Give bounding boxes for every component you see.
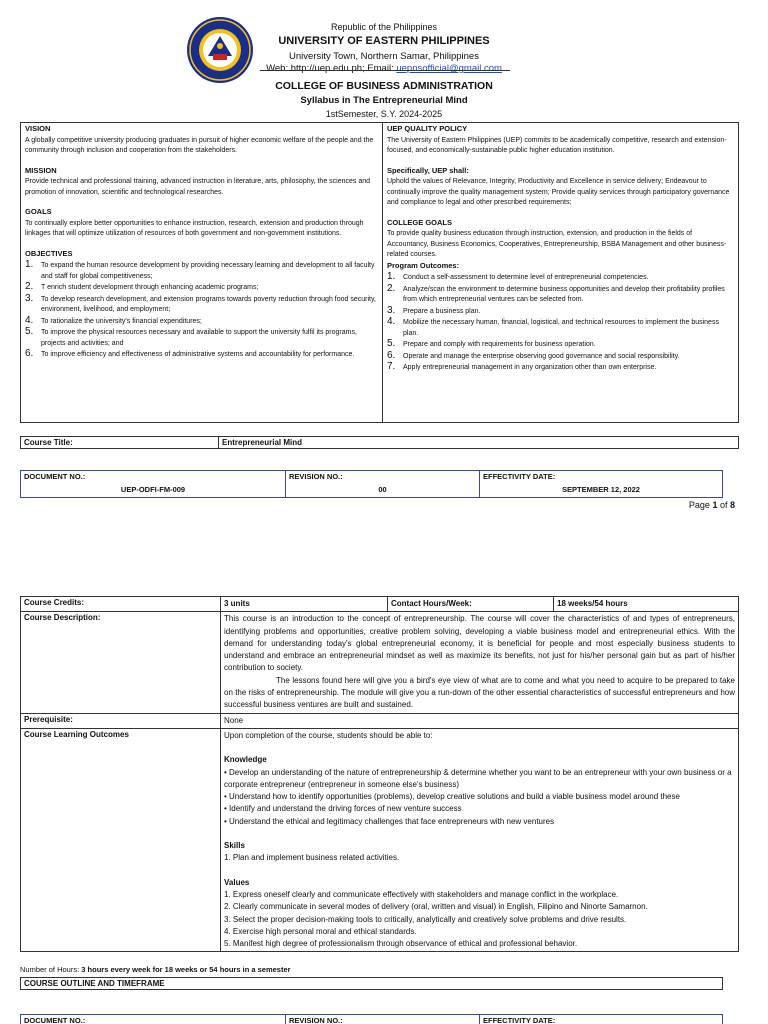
list-item: 6. To improve efficiency and effectiveness of administrative systems and accountability for performance.	[25, 348, 355, 359]
list-item: 2. T enrich student development through enhancing academic programs;	[25, 281, 259, 292]
list-item: 7. Apply entrepreneurial management in any organization other than own enterprise.	[387, 361, 657, 372]
knowledge-item: • Identify and understand the driving forces of new venture success	[224, 804, 462, 814]
values-item: 5. Manifest high degree of professionalism through observance of ethical and professional behavior.	[224, 939, 578, 949]
effectivity-date-value: SEPTEMBER 12, 2022	[562, 485, 640, 494]
course-outline-title: COURSE OUTLINE AND TIMEFRAME	[20, 977, 723, 990]
revision-number-cell	[286, 471, 480, 497]
list-item: 4. Mobilize the necessary human, financial, logistical, and technical resources to implement the business plan.	[387, 316, 719, 337]
knowledge-item: • Understand the ethical and legitimacy challenges that face entrepreneurs with new ventures	[224, 816, 555, 826]
skills-title: Skills	[224, 841, 245, 851]
learning-outcomes-label: Course Learning Outcomes	[21, 729, 221, 951]
values-item: 1. Express oneself clearly and communicate effectively with stakeholders and manage conflict in the workplace.	[224, 889, 619, 899]
objectives-list	[25, 261, 378, 361]
vision-mission-table	[20, 122, 739, 423]
course-title-row	[20, 436, 739, 449]
republic-line: Republic of the Philippines	[330, 22, 438, 32]
mission-text: Provide technical and professional training, advanced instruction in literature, arts, philosophy, the sciences and promotion of innovation, scientific and technological researches.	[25, 178, 371, 196]
mission-title: MISSION	[25, 165, 57, 175]
prerequisite-label: Prerequisite:	[21, 714, 221, 728]
knowledge-item: • Understand how to identify opportunities (problems), develop creative solutions and build a viable business model around these	[224, 792, 680, 802]
quality-policy-text: The University of Eastern Philippines (UEP) commits to be academically competitive, research and extension-focused, and economically-sustainable public higher education institution.	[387, 136, 727, 154]
learning-outcomes-value	[221, 729, 738, 951]
course-credits-value: 3 units	[221, 597, 388, 611]
objectives-title: OBJECTIVES	[25, 248, 73, 258]
document-number-label: DOCUMENT NO.:	[24, 472, 86, 481]
effectivity-date-cell	[480, 471, 722, 497]
current-page: 1	[712, 500, 718, 510]
values-item: 3. Select the proper decision-making tools to critically, analytically and creatively solve problems and drive results.	[224, 914, 627, 924]
course-description-label: Course Description:	[21, 612, 221, 712]
uep-shall-title: Specifically, UEP shall:	[387, 165, 469, 175]
description-paragraph-1: This course is an introduction to the concept of entrepreneurship. The course will cover the characteristics of and types of entrepreneurs, identifying problems and opportunities, creative problem solving, developing a viable business model and entrepreneurial ethics. With the demand for understanding today's global entrepreneurial economy, it is beneficial for people and most especially business students to understand and embrace an entrepreneurial mindset as well as maximize its benefits, not just for his/her personal gain but as part of his/her contribution to society.	[224, 614, 735, 673]
list-item: 3. Prepare a business plan.	[387, 304, 481, 316]
skills-item: 1. Plan and implement business related activities.	[224, 853, 400, 863]
contact-hours-label: Contact Hours/Week:	[388, 597, 554, 611]
values-item: 2. Clearly communicate in several modes of delivery (oral, written and visual) in English, Filipino and Ninorte Samarnon.	[224, 902, 648, 912]
syllabus-title: Syllabus in The Entrepreneurial Mind	[300, 95, 468, 106]
document-number-value: UEP-ODFI-FM-009	[120, 485, 186, 494]
list-item: 2. Analyze/scan the environment to determine business opportunities and develop their profitability profiles from which entrepreneurial ventures can be selected from.	[387, 282, 725, 303]
document-info-box	[20, 1014, 723, 1024]
list-item: 3. To develop research development, and extension programs towards poverty reduction through food security, environment, livelihood, and employment;	[25, 292, 376, 313]
revision-number-cell	[286, 1015, 480, 1024]
contact-hours-value: 18 weeks/54 hours	[557, 599, 628, 608]
revision-number-label: REVISION NO.:	[289, 472, 343, 481]
vision-text: A globally competitive university producing graduates in pursuit of higher economic welfare of the people and the community through inclusion and cooperation from the stakeholders.	[25, 136, 374, 154]
document-number-label: DOCUMENT NO.:	[24, 1016, 86, 1024]
list-item: 5. Prepare and comply with requirements for business operation.	[387, 338, 596, 349]
quality-policy-title: UEP QUALITY POLICY	[387, 124, 468, 133]
course-title-value: Entrepreneurial Mind	[222, 438, 303, 447]
university-name: UNIVERSITY OF EASTERN PHILIPPINES	[278, 35, 490, 47]
knowledge-title: Knowledge	[224, 755, 267, 765]
list-item: 6. Operate and manage the enterprise observing good governance and social responsibility.	[387, 349, 680, 361]
effectivity-date-label: EFFECTIVITY DATE:	[483, 472, 556, 481]
quality-policy-column	[383, 123, 738, 422]
goals-text: To continually explore better opportunities to enhance instruction, research, extension and production through linkages that will optimize utilization of resources of both government and non-government institutions.	[25, 219, 364, 237]
table-row	[21, 612, 738, 713]
college-name: COLLEGE OF BUSINESS ADMINISTRATION	[275, 80, 493, 92]
page-number: Page 1 of 8	[688, 500, 735, 510]
table-row	[21, 714, 738, 729]
number-of-hours	[20, 965, 291, 974]
revision-number-label: REVISION NO.:	[289, 1016, 343, 1024]
vmg-column	[21, 123, 383, 422]
hours-value: 3 hours every week for 18 weeks or 54 hours in a semester	[81, 965, 291, 974]
effectivity-date-label: EFFECTIVITY DATE:	[483, 1016, 556, 1024]
revision-number-value: 00	[378, 485, 387, 494]
course-credits-label: Course Credits:	[21, 597, 221, 611]
document-number-cell	[21, 471, 286, 497]
outcomes-intro: Upon completion of the course, students should be able to:	[224, 730, 433, 740]
prerequisite-value: None	[224, 715, 244, 725]
course-description-value	[221, 612, 738, 712]
course-details-table	[20, 596, 739, 952]
document-info-box	[20, 470, 723, 498]
uep-shall-text: Uphold the values of Relevance, Integrity, Productivity and Excellence in service delivery; Endeavour to continually improve the quality management system; Provide quality services through participatory governance and compliance to legal and other prescribed requirements;	[387, 178, 730, 206]
program-outcomes-list	[387, 273, 734, 374]
description-paragraph-2: The lessons found here will give you a bird's eye view of what are to come and what you need to acquire to be prepared to take on the risks of entrepreneurship. The module will give you a run-down of the other essential characteristics of successful entrepreneurs and how successful business ventures are built and sustained.	[224, 675, 735, 710]
list-item: 4. To rationalize the university's financial expenditures;	[25, 314, 202, 326]
college-goals-title: COLLEGE GOALS	[387, 217, 453, 227]
hours-label: Number of Hours:	[20, 965, 82, 974]
total-pages: 8	[729, 500, 735, 510]
web-email-line	[0, 63, 768, 74]
document-header	[0, 14, 768, 122]
web-text: Web: http://uep.edu.ph; Email:	[266, 63, 397, 74]
knowledge-item: • Develop an understanding of the nature of entrepreneurship & determine whether you want to be an entrepreneur with your own business or a corporate entrepreneur (entrepreneur in someone else's business)	[224, 767, 732, 789]
table-row	[21, 597, 738, 612]
course-title-label: Course Title:	[21, 437, 219, 448]
document-number-cell	[21, 1015, 286, 1024]
college-goals-text: To provide quality business education through instruction, extension, and production in the fields of Accountancy, Business Economics, Cooperatives, Entrepreneurship, BSBA Management and other business-related courses.	[387, 230, 727, 258]
list-item: 5. To improve the physical resources necessary and available to support the university fulfil its programs, projects and activities; and	[25, 326, 357, 347]
effectivity-date-cell	[480, 1015, 722, 1024]
values-title: Values	[224, 877, 250, 887]
table-row	[21, 729, 738, 951]
semester-line: 1stSemester, S.Y. 2024-2025	[325, 109, 443, 119]
goals-title: GOALS	[25, 207, 52, 216]
list-item: 1. Conduct a self-assessment to determine level of entrepreneurial competencies.	[387, 271, 649, 282]
email-link[interactable]: uepnsofficial@gmail.com	[396, 63, 502, 74]
values-item: 4. Exercise high personal moral and ethical standards.	[224, 926, 417, 936]
vision-title: VISION	[25, 124, 51, 133]
header-divider	[260, 70, 510, 71]
list-item: 1. To expand the human resource development by providing necessary learning and development to all faculty and staff for global competitiveness;	[25, 259, 375, 280]
university-address: University Town, Northern Samar, Philippines	[289, 51, 479, 62]
program-outcomes-title: Program Outcomes:	[387, 260, 460, 270]
